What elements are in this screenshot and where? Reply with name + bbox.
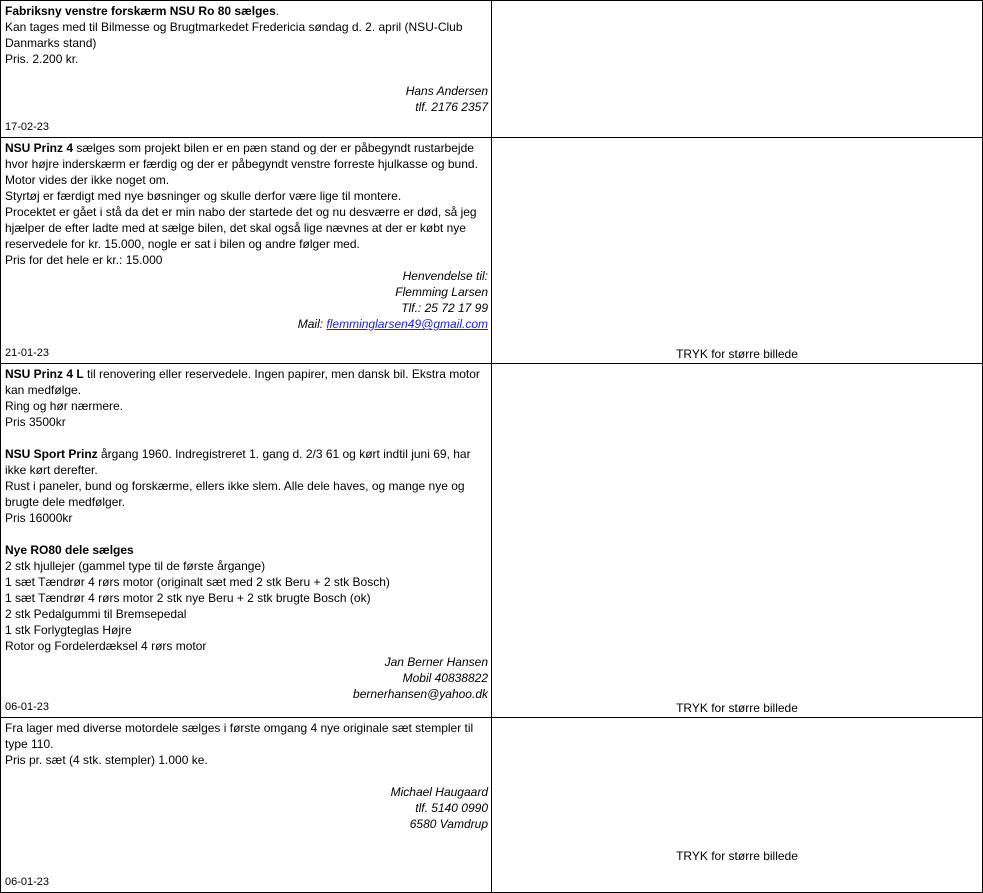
ad-line: Pris. 2.200 kr. [5, 52, 79, 66]
ad-signature-mail [5, 316, 488, 332]
ad-signature-phone: Mobil 40838822 [402, 671, 488, 685]
ad-paragraph [5, 446, 488, 478]
ad-line: Pris for det hele er kr.: 15.000 [5, 253, 163, 267]
ad-line: Pris 3500kr [5, 415, 66, 429]
ad-paragraph [5, 366, 488, 398]
ad-text-cell [1, 138, 492, 364]
ad-title: NSU Sport Prinz [5, 447, 98, 461]
ad-line: Pris pr. sæt (4 stk. stempler) 1.000 ke. [5, 753, 208, 767]
ad-line: Fra lager med diverse motordele sælges i første omgang 4 nye originale sæt stempler til type 110. [5, 721, 474, 751]
ad-row [1, 138, 983, 364]
ad-title: Nye RO80 dele sælges [5, 543, 134, 557]
ad-line: 1 sæt Tændrør 4 rørs motor (originalt sæt med 2 stk Beru + 2 stk Bosch) [5, 575, 390, 589]
ad-row [1, 1, 983, 138]
ad-image-cell[interactable] [492, 138, 983, 364]
ad-line: Rust i paneler, bund og forskærme, ellers ikke slem. Alle dele haves, og mange nye og brugte dele medfølger. [5, 479, 465, 509]
ad-signature-phone: tlf. 5140 0990 [415, 801, 488, 815]
ad-signature-name: Flemming Larsen [395, 285, 488, 299]
ad-text-cell [1, 718, 492, 893]
ad-signature-mail: bernerhansen@yahoo.dk [353, 687, 488, 701]
ad-line: 2 stk Pedalgummi til Bremsepedal [5, 607, 187, 621]
ad-signature-phone: Tlf.: 25 72 17 99 [401, 301, 488, 315]
ad-signature-name: Jan Berner Hansen [384, 655, 488, 669]
ad-title: NSU Prinz 4 L [5, 367, 84, 381]
ad-date: 17-02-23 [5, 121, 50, 133]
ad-line: 2 stk hjullejer (gammel type til de første årgange) [5, 559, 266, 573]
ad-line: Rotor og Fordelerdæksel 4 rørs motor [5, 639, 207, 653]
ad-date: 06-01-23 [5, 701, 50, 713]
ad-line: Pris 16000kr [5, 511, 73, 525]
ad-date: 06-01-23 [5, 876, 50, 888]
ad-signature-phone: tlf. 2176 2357 [415, 100, 488, 114]
ad-row [1, 364, 983, 718]
ad-image-cell[interactable] [492, 718, 983, 893]
enlarge-image-link[interactable]: TRYK for større billede [676, 701, 798, 715]
ad-image-cell[interactable] [492, 364, 983, 718]
enlarge-image-link[interactable]: TRYK for større billede [676, 347, 798, 361]
ad-row [1, 718, 983, 893]
ad-line: Procektet er gået i stå da det er min nabo der startede det og nu desværre er død, så jeg hjælper de efter ladte med at sælge bilen, det skal også lige nævnes at der er købt nye reservedele for kr. 15.000, nogle er sat i bilen og andre følger med. [5, 205, 477, 251]
ad-line: 1 stk Forlygteglas Højre [5, 623, 132, 637]
ad-title-suffix: . [275, 4, 280, 18]
ad-text: til renovering eller reservedele. Ingen papirer, men dansk bil. Ekstra motor kan medfølge. [5, 367, 480, 397]
ad-paragraph [5, 140, 488, 188]
ad-line: Ring og hør nærmere. [5, 399, 124, 413]
ad-title: Fabriksny venstre forskærm NSU Ro 80 sælges [5, 4, 276, 18]
ad-line: 1 sæt Tændrør 4 rørs motor 2 stk nye Beru + 2 stk brugte Bosch (ok) [5, 591, 371, 605]
mail-label: Mail: [297, 317, 327, 331]
ad-date: 21-01-23 [5, 347, 50, 359]
ad-signature-name: Hans Andersen [405, 84, 488, 98]
ad-signature-name: Michael Haugaard [390, 785, 488, 799]
ad-text: sælges som projekt bilen er en pæn stand og der er påbegyndt rustarbejde hvor højre inderskærm er færdig og der er påbegyndt venstre forreste hjulkasse og bund. Motor vides der ikke noget om. [5, 141, 478, 187]
ad-signature-city: 6580 Vamdrup [409, 817, 488, 831]
ad-title: NSU Prinz 4 [5, 141, 74, 155]
ad-image-cell [492, 1, 983, 138]
ad-text: årgang 1960. Indregistreret 1. gang d. 2/3 61 og kørt indtil juni 69, har ikke kørt derefter. [5, 447, 471, 477]
ad-heading [5, 3, 488, 19]
ad-signature-label: Henvendelse til: [402, 269, 488, 283]
email-link[interactable]: flemminglarsen49@gmail.com [326, 317, 488, 331]
ad-text-cell [1, 364, 492, 718]
ad-line: Kan tages med til Bilmesse og Brugtmarkedet Fredericia søndag d. 2. april (NSU-Club Danmarks stand) [5, 20, 463, 50]
ad-line: Styrtøj er færdigt med nye bøsninger og skulle derfor være lige til montere. [5, 189, 402, 203]
enlarge-image-link[interactable]: TRYK for større billede [676, 849, 798, 863]
ad-text-cell [1, 1, 492, 138]
